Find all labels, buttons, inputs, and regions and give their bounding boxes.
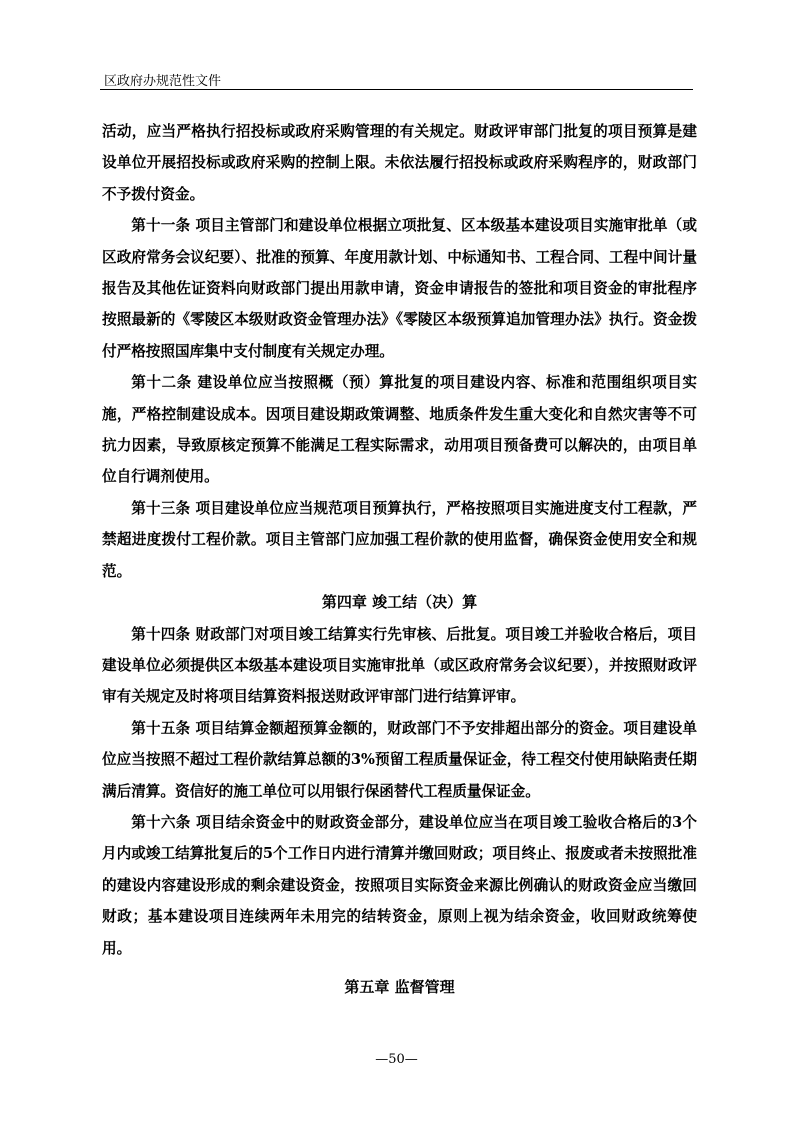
page-number: —50— [375, 1052, 418, 1067]
chapter-4-heading: 第四章 竣工结（决）算 [321, 593, 478, 612]
article-14: 第十四条 财政部门对项目竣工结算实行先审核、后批复。项目竣工并验收合格后，项目建设单位必须提供区本级基本建设项目实施审批单（或区政府常务会议纪要），并按照财政评审有关规定及时将项目结算资料报送财政评审部门进行结算评审。 [102, 625, 697, 706]
paragraph-continuation: 活动，应当严格执行招投标或政府采购管理的有关规定。财政评审部门批复的项目预算是建设单位开展招投标或政府采购的控制上限。未依法履行招投标或政府采购程序的，财政部门不予拨付资金。 [102, 123, 697, 203]
article-15: 第十五条 项目结算金额超预算金额的，财政部门不予安排超出部分的资金。项目建设单位应当按照不超过工程价款结算总额的3%预留工程质量保证金，待工程交付使用缺陷责任期满后清算。资信好的施工单位可以用银行保函替代工程质量保证金。 [102, 719, 697, 800]
running-header: 区政府办规范性文件 [104, 74, 222, 89]
article-12: 第十二条 建设单位应当按照概（预）算批复的项目建设内容、标准和范围组织项目实施，严格控制建设成本。因项目建设期政策调整、地质条件发生重大变化和自然灾害等不可抗力因素，导致原核定预算不能满足工程实际需求，动用项目预备费可以解决的，由项目单位自行调剂使用。 [102, 374, 697, 486]
document-body [102, 116, 697, 1003]
article-16: 第十六条 项目结余资金中的财政资金部分，建设单位应当在项目竣工验收合格后的3个月内或竣工结算批复后的5个工作日内进行清算并缴回财政；项目终止、报废或者未按照批准的建设内容建设形成的剩余建设资金，按照项目实际资金来源比例确认的财政资金应当缴回财政；基本建设项目连续两年未用完的结转资金，原则上视为结余资金，收回财政统筹使用。 [102, 813, 697, 957]
chapter-5-heading: 第五章 监督管理 [344, 977, 455, 996]
article-13: 第十三条 项目建设单位应当规范项目预算执行，严格按照项目实施进度支付工程款，严禁超进度拨付工程价款。项目主管部门应加强工程价款的使用监督，确保资金使用安全和规范。 [102, 499, 697, 580]
article-11: 第十一条 项目主管部门和建设单位根据立项批复、区本级基本建设项目实施审批单（或区政府常务会议纪要）、批准的预算、年度用款计划、中标通知书、工程合同、工程中间计量报告及其他佐证资料向财政部门提出用款申请，资金申请报告的签批和项目资金的审批程序按照最新的《零陵区本级财政资金管理办法》《零陵区本级预算追加管理办法》执行。资金拨付严格按照国库集中支付制度有关规定办理。 [102, 217, 697, 360]
header-rule [100, 89, 693, 90]
